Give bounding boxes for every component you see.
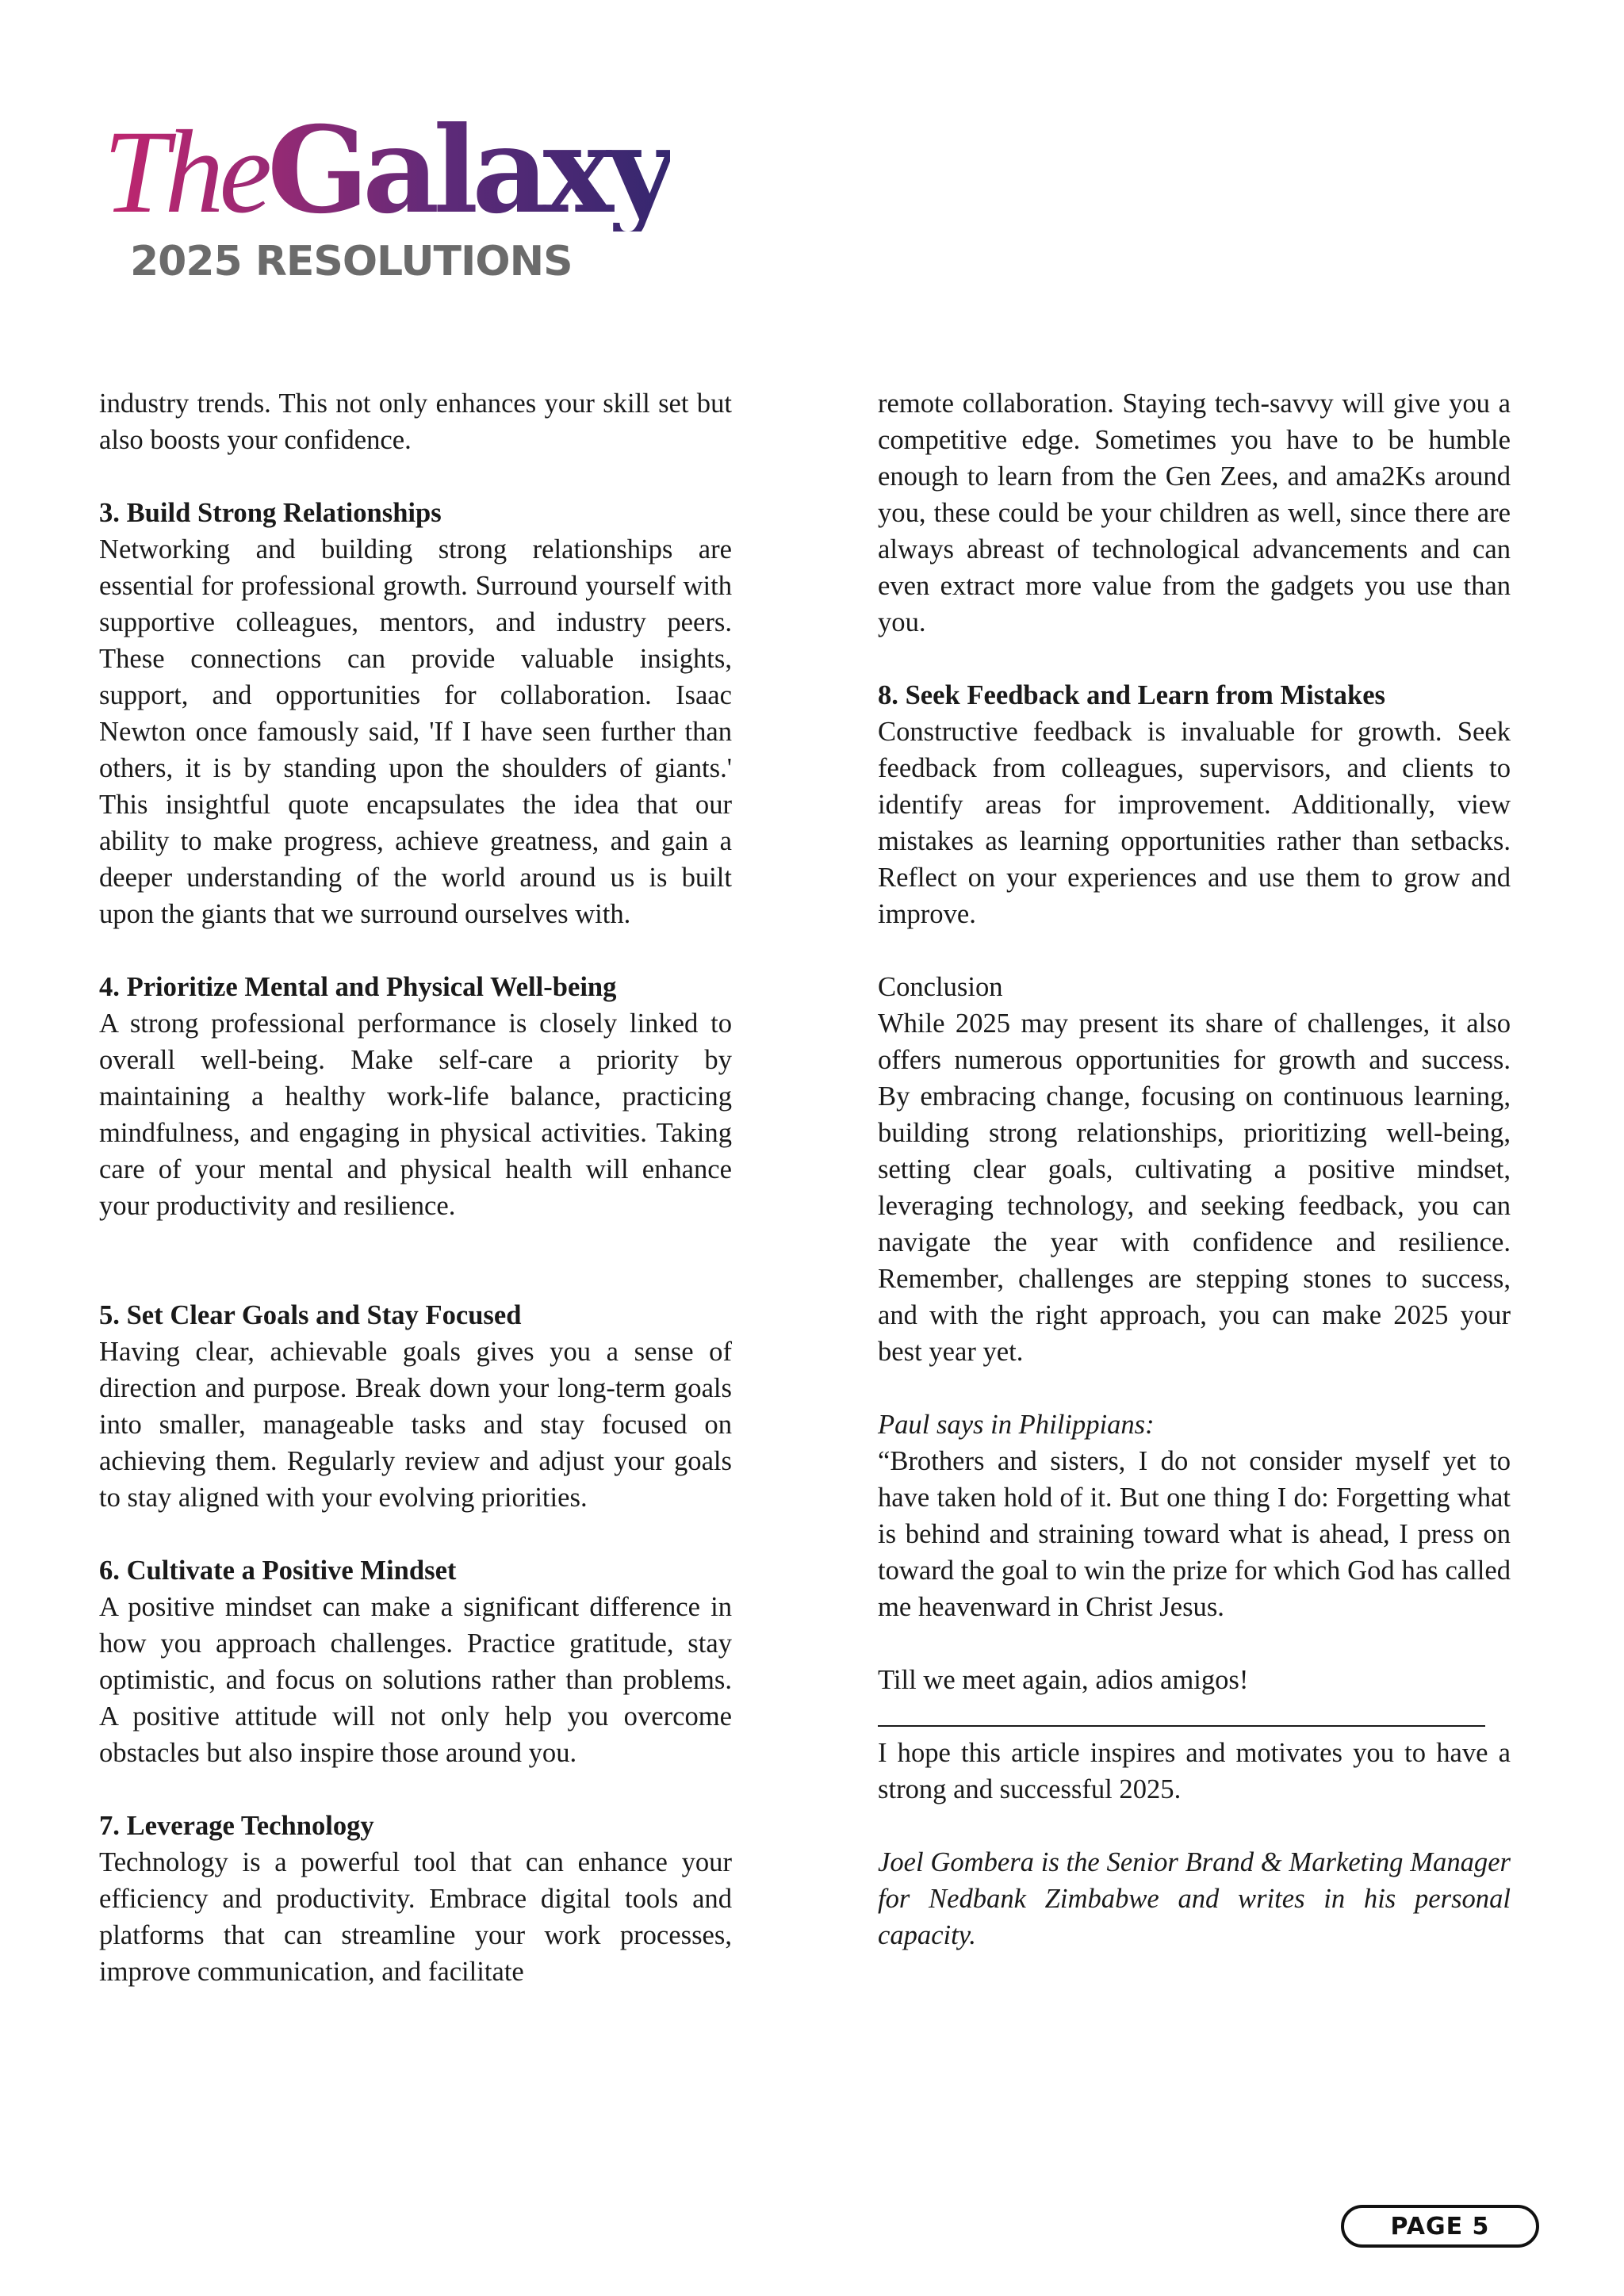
conclusion-label: Conclusion [878, 972, 1003, 1002]
paragraph-feedback: Constructive feedback is invaluable for growth. Seek feedback from colleagues, supervisors, and clients to identify areas for improvement. Additionally, view mistakes as learning opportunities rather than setbacks. Reflect on your experiences and use them to grow and improve. [878, 717, 1511, 929]
paragraph-clear-goals: Having clear, achievable goals gives you a sense of direction and purpose. Break down your long-term goals into smaller, manageable tasks and stay focused on achieving them. Regularly review and adjust your goals to stay aligned with your evolving priorities. [99, 1337, 732, 1513]
galaxy-logo [103, 101, 671, 240]
heading-feedback: 8. Seek Feedback and Learn from Mistakes [878, 680, 1385, 710]
divider-rule [878, 1698, 1511, 1735]
heading-positive-mindset: 6. Cultivate a Positive Mindset [99, 1556, 457, 1586]
paragraph-technology: Technology is a powerful tool that can enhance your efficiency and productivity. Embrace digital tools and platforms that can streamline your work processes, improve communication, and facilitate [99, 1847, 732, 1987]
logo-galaxy: Galaxy [267, 101, 671, 240]
closing-paragraph: I hope this article inspires and motivates you to have a strong and successful 2025. [878, 1738, 1511, 1804]
paragraph-intro: industry trends. This not only enhances your skill set but also boosts your confidence. [99, 388, 732, 455]
paragraph-conclusion: While 2025 may present its share of challenges, it also offers numerous opportunities for growth and success. By embracing change, focusing on continuous learning, building strong relationships, prioritizing well-being, setting clear goals, cultivating a positive mindset, leveraging technology, and seeking feedback, you can navigate the year with confidence and resilience. Remember, challenges are stepping stones to success, and with the right approach, you can make 2025 your best year yet. [878, 1008, 1511, 1367]
section-subtitle: 2025 RESOLUTIONS [130, 238, 573, 285]
paragraph-wellbeing: A strong professional performance is closely linked to overall well-being. Make self-care a priority by maintaining a healthy work-life balance, practicing mindfulness, and engaging in physical activities. Taking care of your mental and physical health will enhance your productivity and resilience. [99, 1008, 732, 1221]
signoff: Till we meet again, adios amigos! [878, 1665, 1249, 1695]
right-column [878, 385, 1511, 1954]
paragraph-relationships: Networking and building strong relationships are essential for professional growth. Surround yourself with supportive colleagues, mentors, and industry peers. These connections can provide valuable insights, support, and opportunities for collaboration. Isaac Newton once famously said, 'If I have seen further than others, it is by standing upon the shoulders of giants.' This insightful quote encapsulates the idea that our ability to make progress, achieve greatness, and gain a deeper understanding of the world around us is built upon the giants that we surround ourselves with. [99, 534, 732, 929]
bible-quote: “Brothers and sisters, I do not consider myself yet to have taken hold of it. But one thing I do: Forgetting what is behind and straining toward what is ahead, I press on toward the goal to win the prize for which God has called me heavenward in Christ Jesus. [878, 1446, 1511, 1622]
masthead [103, 101, 671, 301]
heading-build-relationships: 3. Build Strong Relationships [99, 498, 442, 528]
heading-leverage-technology: 7. Leverage Technology [99, 1811, 374, 1841]
left-column [99, 385, 732, 1990]
logo-the: The [103, 106, 267, 238]
heading-wellbeing: 4. Prioritize Mental and Physical Well-being [99, 972, 617, 1002]
paragraph-technology-cont: remote collaboration. Staying tech-savvy will give you a competitive edge. Sometimes you have to be humble enough to learn from the Gen Zees, and ama2Ks around you, these could be your children as well, since there are always abreast of technological advancements and can even extract more value from the gadgets you use than you. [878, 388, 1511, 637]
quote-intro: Paul says in Philippians: [878, 1410, 1155, 1440]
paragraph-positive-mindset: A positive mindset can make a significant difference in how you approach challenges. Practice gratitude, stay optimistic, and focus on solutions rather than problems. A positive attitude will not only help you overcome obstacles but also inspire those around you. [99, 1592, 732, 1768]
page-number-badge: PAGE 5 [1341, 2205, 1539, 2248]
author-note: Joel Gombera is the Senior Brand & Marketing Manager for Nedbank Zimbabwe and writes in his personal capacity. [878, 1847, 1511, 1950]
heading-clear-goals: 5. Set Clear Goals and Stay Focused [99, 1300, 522, 1330]
